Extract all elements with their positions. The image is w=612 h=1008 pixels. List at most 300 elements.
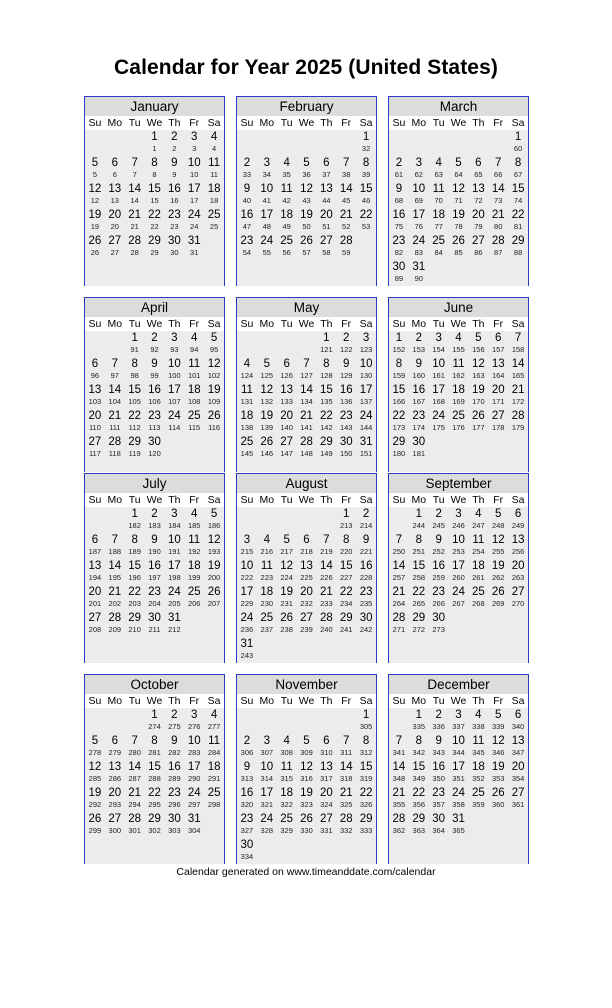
- day-of-year: 246: [452, 521, 465, 530]
- day-cell: [184, 383, 204, 409]
- day-number: 20: [511, 560, 525, 572]
- weekday-label: Tu: [280, 318, 293, 330]
- week-row: [237, 637, 376, 663]
- day-of-year: 135: [320, 397, 333, 406]
- day-cell: [488, 507, 508, 533]
- day-of-year: 152: [392, 345, 406, 354]
- day-cell: [257, 533, 277, 559]
- day-cell: [125, 611, 145, 637]
- day-cell: [204, 357, 224, 383]
- day-of-year: 197: [148, 573, 161, 582]
- day-cell: [356, 357, 376, 383]
- day-cell: [164, 533, 184, 559]
- day-cell: [297, 533, 317, 559]
- day-cell: [429, 507, 449, 533]
- empty-cell: [356, 234, 376, 260]
- day-of-year: 83: [414, 248, 423, 257]
- day-number: 15: [392, 384, 406, 396]
- day-of-year: 361: [511, 800, 525, 809]
- day-of-year: 69: [414, 196, 423, 205]
- weekday-label: Sa: [207, 117, 221, 129]
- empty-cell: [336, 130, 356, 156]
- month-name: November: [237, 674, 376, 694]
- day-cell: [297, 812, 317, 838]
- day-of-year: 340: [511, 722, 525, 731]
- day-of-year: 131: [240, 397, 254, 406]
- day-of-year: 51: [322, 222, 331, 231]
- day-number: 6: [303, 534, 310, 546]
- day-number: 29: [511, 235, 525, 247]
- day-of-year: 236: [240, 625, 254, 634]
- day-of-year: 168: [432, 397, 445, 406]
- day-of-year: 328: [260, 826, 274, 835]
- day-of-year: 57: [302, 248, 311, 257]
- day-of-year: 155: [452, 345, 465, 354]
- week-row: [85, 585, 224, 611]
- day-number: 1: [362, 709, 370, 721]
- day-number: 29: [148, 235, 161, 247]
- day-of-year: 42: [282, 196, 291, 205]
- day-number: 10: [359, 358, 373, 370]
- day-of-year: 77: [434, 222, 443, 231]
- empty-cell: [85, 130, 105, 156]
- footer-credit: Calendar generated on www.timeanddate.com/calendar: [176, 866, 436, 878]
- day-number: 6: [514, 709, 522, 721]
- day-of-year: 238: [280, 625, 293, 634]
- week-row: [389, 585, 528, 611]
- day-of-year: 219: [320, 547, 333, 556]
- day-cell: [449, 357, 469, 383]
- day-number: 16: [412, 384, 426, 396]
- weekday-label: We: [450, 318, 467, 330]
- day-of-year: 167: [412, 397, 426, 406]
- day-cell: [125, 208, 145, 234]
- empty-cell: [468, 611, 488, 637]
- weekday-label: We: [146, 695, 163, 707]
- empty-cell: [508, 435, 528, 461]
- day-cell: [336, 812, 356, 838]
- day-number: 27: [280, 436, 294, 448]
- day-cell: [257, 611, 277, 637]
- weekday-label: We: [298, 117, 315, 129]
- day-cell: [257, 383, 277, 409]
- day-of-year: 78: [454, 222, 463, 231]
- day-of-year: 221: [359, 547, 373, 556]
- day-cell: [105, 383, 125, 409]
- day-cell: [277, 383, 297, 409]
- day-of-year: 320: [240, 800, 254, 809]
- day-cell: [257, 435, 277, 461]
- weekday-label: Sa: [359, 117, 373, 129]
- day-of-year: 109: [207, 397, 221, 406]
- day-number: 21: [339, 787, 353, 799]
- day-cell: [297, 357, 317, 383]
- day-number: 28: [319, 612, 333, 624]
- day-of-year: 224: [280, 573, 293, 582]
- day-of-year: 241: [339, 625, 353, 634]
- day-of-year: 23: [170, 222, 179, 231]
- day-number: 19: [452, 209, 465, 221]
- day-of-year: 14: [130, 196, 139, 205]
- day-of-year: 133: [280, 397, 293, 406]
- day-cell: [164, 409, 184, 435]
- day-of-year: 249: [511, 521, 525, 530]
- day-of-year: 247: [472, 521, 485, 530]
- day-cell: [125, 383, 145, 409]
- day-of-year: 181: [412, 449, 426, 458]
- day-number: 25: [187, 410, 201, 422]
- day-number: 22: [148, 787, 161, 799]
- day-number: 10: [240, 560, 254, 572]
- month-august: [236, 473, 377, 663]
- day-of-year: 3: [192, 144, 197, 153]
- day-cell: [237, 760, 257, 786]
- day-of-year: 134: [300, 397, 313, 406]
- day-cell: [389, 357, 409, 383]
- day-number: 28: [128, 813, 142, 825]
- day-of-year: 13: [110, 196, 119, 205]
- day-of-year: 16: [170, 196, 179, 205]
- day-number: 12: [471, 358, 485, 370]
- day-cell: [316, 234, 336, 260]
- day-cell: [468, 585, 488, 611]
- week-row: [237, 838, 376, 864]
- weekday-header: [85, 493, 224, 507]
- day-number: 18: [207, 183, 221, 195]
- day-of-year: 158: [511, 345, 525, 354]
- day-number: 21: [108, 410, 122, 422]
- day-cell: [164, 812, 184, 838]
- weekday-label: Fr: [189, 117, 200, 129]
- empty-cell: [204, 611, 224, 637]
- day-cell: [488, 357, 508, 383]
- empty-cell: [257, 130, 277, 156]
- day-cell: [184, 734, 204, 760]
- day-number: 22: [359, 209, 373, 221]
- day-number: 18: [260, 586, 274, 598]
- day-of-year: 149: [320, 449, 333, 458]
- day-number: 12: [280, 560, 294, 572]
- weekday-label: Th: [320, 117, 333, 129]
- day-cell: [277, 533, 297, 559]
- day-of-year: 333: [359, 826, 373, 835]
- day-number: 3: [362, 332, 370, 344]
- week-row: [389, 130, 528, 156]
- day-number: 8: [343, 534, 350, 546]
- weekday-label: Tu: [128, 695, 141, 707]
- day-of-year: 248: [491, 521, 505, 530]
- weekday-label: Mo: [411, 318, 427, 330]
- day-of-year: 70: [434, 196, 443, 205]
- day-of-year: 227: [339, 573, 353, 582]
- day-cell: [277, 182, 297, 208]
- day-number: 4: [435, 157, 442, 169]
- day-number: 29: [412, 612, 426, 624]
- day-of-year: 302: [148, 826, 161, 835]
- weekday-label: Mo: [259, 318, 275, 330]
- day-of-year: 119: [128, 449, 141, 458]
- day-number: 12: [491, 735, 505, 747]
- weekday-header: [389, 493, 528, 507]
- day-number: 2: [171, 131, 178, 143]
- day-number: 30: [148, 436, 161, 448]
- day-number: 8: [151, 735, 158, 747]
- day-cell: [508, 507, 528, 533]
- day-of-year: 273: [432, 625, 445, 634]
- day-number: 17: [412, 209, 426, 221]
- day-number: 8: [395, 358, 403, 370]
- day-number: 13: [88, 560, 102, 572]
- day-of-year: 182: [128, 521, 141, 530]
- month-name: March: [389, 96, 528, 116]
- day-cell: [277, 611, 297, 637]
- day-cell: [257, 760, 277, 786]
- day-of-year: 215: [240, 547, 254, 556]
- month-name: April: [85, 297, 224, 317]
- day-of-year: 254: [472, 547, 485, 556]
- day-number: 9: [151, 534, 158, 546]
- day-number: 10: [260, 761, 274, 773]
- day-of-year: 192: [187, 547, 201, 556]
- day-cell: [449, 559, 469, 585]
- empty-cell: [316, 637, 336, 663]
- empty-cell: [488, 260, 508, 286]
- day-cell: [85, 435, 105, 461]
- day-cell: [297, 435, 317, 461]
- day-number: 19: [471, 384, 485, 396]
- empty-cell: [297, 708, 317, 734]
- week-row: [85, 611, 224, 637]
- weekday-label: Fr: [189, 695, 200, 707]
- day-number: 27: [108, 235, 122, 247]
- day-number: 15: [412, 560, 426, 572]
- day-number: 5: [283, 534, 290, 546]
- weekday-label: Sa: [207, 695, 221, 707]
- day-of-year: 245: [432, 521, 445, 530]
- day-of-year: 364: [432, 826, 445, 835]
- weekday-label: Tu: [128, 318, 141, 330]
- day-cell: [316, 331, 336, 357]
- day-of-year: 202: [108, 599, 122, 608]
- day-cell: [164, 708, 184, 734]
- day-of-year: 15: [150, 196, 159, 205]
- day-number: 5: [91, 735, 99, 747]
- day-of-year: 261: [472, 573, 485, 582]
- day-number: 29: [128, 436, 142, 448]
- day-of-year: 25: [209, 222, 219, 231]
- day-cell: [449, 383, 469, 409]
- day-number: 22: [128, 410, 142, 422]
- day-cell: [184, 585, 204, 611]
- day-number: 13: [511, 534, 525, 546]
- day-number: 2: [171, 709, 178, 721]
- month-march: [388, 96, 529, 286]
- day-number: 28: [511, 410, 525, 422]
- day-of-year: 190: [148, 547, 161, 556]
- day-of-year: 107: [168, 397, 181, 406]
- day-cell: [468, 533, 488, 559]
- day-number: 27: [88, 436, 102, 448]
- day-of-year: 259: [432, 573, 445, 582]
- day-number: 24: [260, 235, 274, 247]
- day-cell: [488, 234, 508, 260]
- day-of-year: 303: [168, 826, 181, 835]
- day-number: 9: [395, 183, 403, 195]
- day-cell: [125, 507, 145, 533]
- week-row: [85, 331, 224, 357]
- day-cell: [85, 611, 105, 637]
- day-of-year: 1: [152, 144, 157, 153]
- day-cell: [488, 533, 508, 559]
- day-cell: [409, 260, 429, 286]
- day-number: 29: [359, 813, 373, 825]
- day-cell: [468, 559, 488, 585]
- day-cell: [336, 409, 356, 435]
- day-of-year: 164: [491, 371, 505, 380]
- weekday-label: Tu: [432, 494, 445, 506]
- day-cell: [277, 409, 297, 435]
- day-number: 2: [395, 157, 403, 169]
- day-of-year: 237: [260, 625, 274, 634]
- day-number: 7: [111, 358, 118, 370]
- day-number: 8: [415, 735, 422, 747]
- day-of-year: 212: [168, 625, 181, 634]
- weekday-label: Su: [392, 117, 406, 129]
- day-cell: [488, 708, 508, 734]
- day-number: 20: [88, 586, 102, 598]
- day-cell: [468, 234, 488, 260]
- day-cell: [105, 734, 125, 760]
- empty-cell: [204, 812, 224, 838]
- day-cell: [125, 734, 145, 760]
- day-of-year: 264: [392, 599, 406, 608]
- day-of-year: 30: [170, 248, 179, 257]
- empty-cell: [277, 708, 297, 734]
- day-cell: [488, 760, 508, 786]
- day-number: 18: [471, 560, 485, 572]
- day-of-year: 335: [412, 722, 426, 731]
- day-number: 2: [415, 332, 422, 344]
- day-number: 23: [432, 787, 446, 799]
- day-number: 5: [210, 508, 218, 520]
- day-of-year: 276: [187, 722, 201, 731]
- empty-cell: [105, 507, 125, 533]
- day-of-year: 37: [322, 170, 331, 179]
- day-cell: [508, 786, 528, 812]
- empty-cell: [184, 611, 204, 637]
- day-number: 7: [495, 157, 502, 169]
- day-number: 7: [303, 358, 310, 370]
- day-cell: [145, 786, 165, 812]
- day-cell: [105, 611, 125, 637]
- week-row: [237, 611, 376, 637]
- day-cell: [409, 533, 429, 559]
- day-number: 25: [240, 436, 254, 448]
- day-cell: [508, 331, 528, 357]
- day-of-year: 242: [359, 625, 373, 634]
- day-cell: [297, 559, 317, 585]
- day-of-year: 179: [511, 423, 525, 432]
- day-of-year: 280: [128, 748, 141, 757]
- day-of-year: 334: [240, 852, 254, 861]
- day-cell: [409, 409, 429, 435]
- day-number: 12: [88, 761, 102, 773]
- day-of-year: 288: [148, 774, 161, 783]
- week-row: [85, 533, 224, 559]
- day-of-year: 307: [260, 748, 274, 757]
- day-number: 16: [148, 560, 161, 572]
- day-number: 30: [339, 436, 353, 448]
- day-cell: [164, 507, 184, 533]
- weekday-label: Su: [88, 117, 102, 129]
- day-cell: [429, 786, 449, 812]
- day-cell: [316, 734, 336, 760]
- day-of-year: 268: [472, 599, 485, 608]
- empty-cell: [237, 708, 257, 734]
- day-number: 15: [412, 761, 426, 773]
- day-number: 10: [432, 358, 446, 370]
- day-of-year: 235: [359, 599, 373, 608]
- day-cell: [257, 559, 277, 585]
- page-title: Calendar for Year 2025 (United States): [114, 56, 498, 79]
- day-cell: [257, 156, 277, 182]
- day-number: 18: [187, 560, 201, 572]
- day-cell: [85, 559, 105, 585]
- day-cell: [85, 786, 105, 812]
- month-december: [388, 674, 529, 864]
- empty-cell: [105, 708, 125, 734]
- day-number: 7: [343, 157, 350, 169]
- day-cell: [105, 234, 125, 260]
- day-cell: [429, 812, 449, 838]
- day-cell: [277, 812, 297, 838]
- day-cell: [85, 383, 105, 409]
- day-of-year: 177: [472, 423, 485, 432]
- weekday-label: Tu: [128, 117, 141, 129]
- day-of-year: 157: [491, 345, 505, 354]
- day-cell: [277, 156, 297, 182]
- day-number: 31: [359, 436, 373, 448]
- day-number: 22: [128, 586, 142, 598]
- week-row: [85, 559, 224, 585]
- day-number: 4: [475, 709, 482, 721]
- weekday-label: Sa: [207, 318, 221, 330]
- day-cell: [85, 357, 105, 383]
- day-cell: [237, 409, 257, 435]
- day-of-year: 195: [108, 573, 122, 582]
- empty-cell: [429, 130, 449, 156]
- day-cell: [336, 182, 356, 208]
- day-of-year: 325: [339, 800, 353, 809]
- week-row: [237, 409, 376, 435]
- day-of-year: 293: [108, 800, 122, 809]
- day-cell: [356, 812, 376, 838]
- day-cell: [85, 812, 105, 838]
- day-number: 17: [260, 787, 274, 799]
- day-of-year: 274: [148, 722, 161, 731]
- weekday-label: Mo: [107, 117, 123, 129]
- month-name: February: [237, 96, 376, 116]
- day-number: 23: [339, 410, 353, 422]
- day-number: 5: [263, 358, 270, 370]
- empty-cell: [488, 130, 508, 156]
- day-of-year: 208: [88, 625, 102, 634]
- day-of-year: 4: [212, 144, 217, 153]
- day-of-year: 343: [432, 748, 445, 757]
- day-cell: [356, 383, 376, 409]
- day-cell: [204, 760, 224, 786]
- weekday-label: Th: [320, 695, 333, 707]
